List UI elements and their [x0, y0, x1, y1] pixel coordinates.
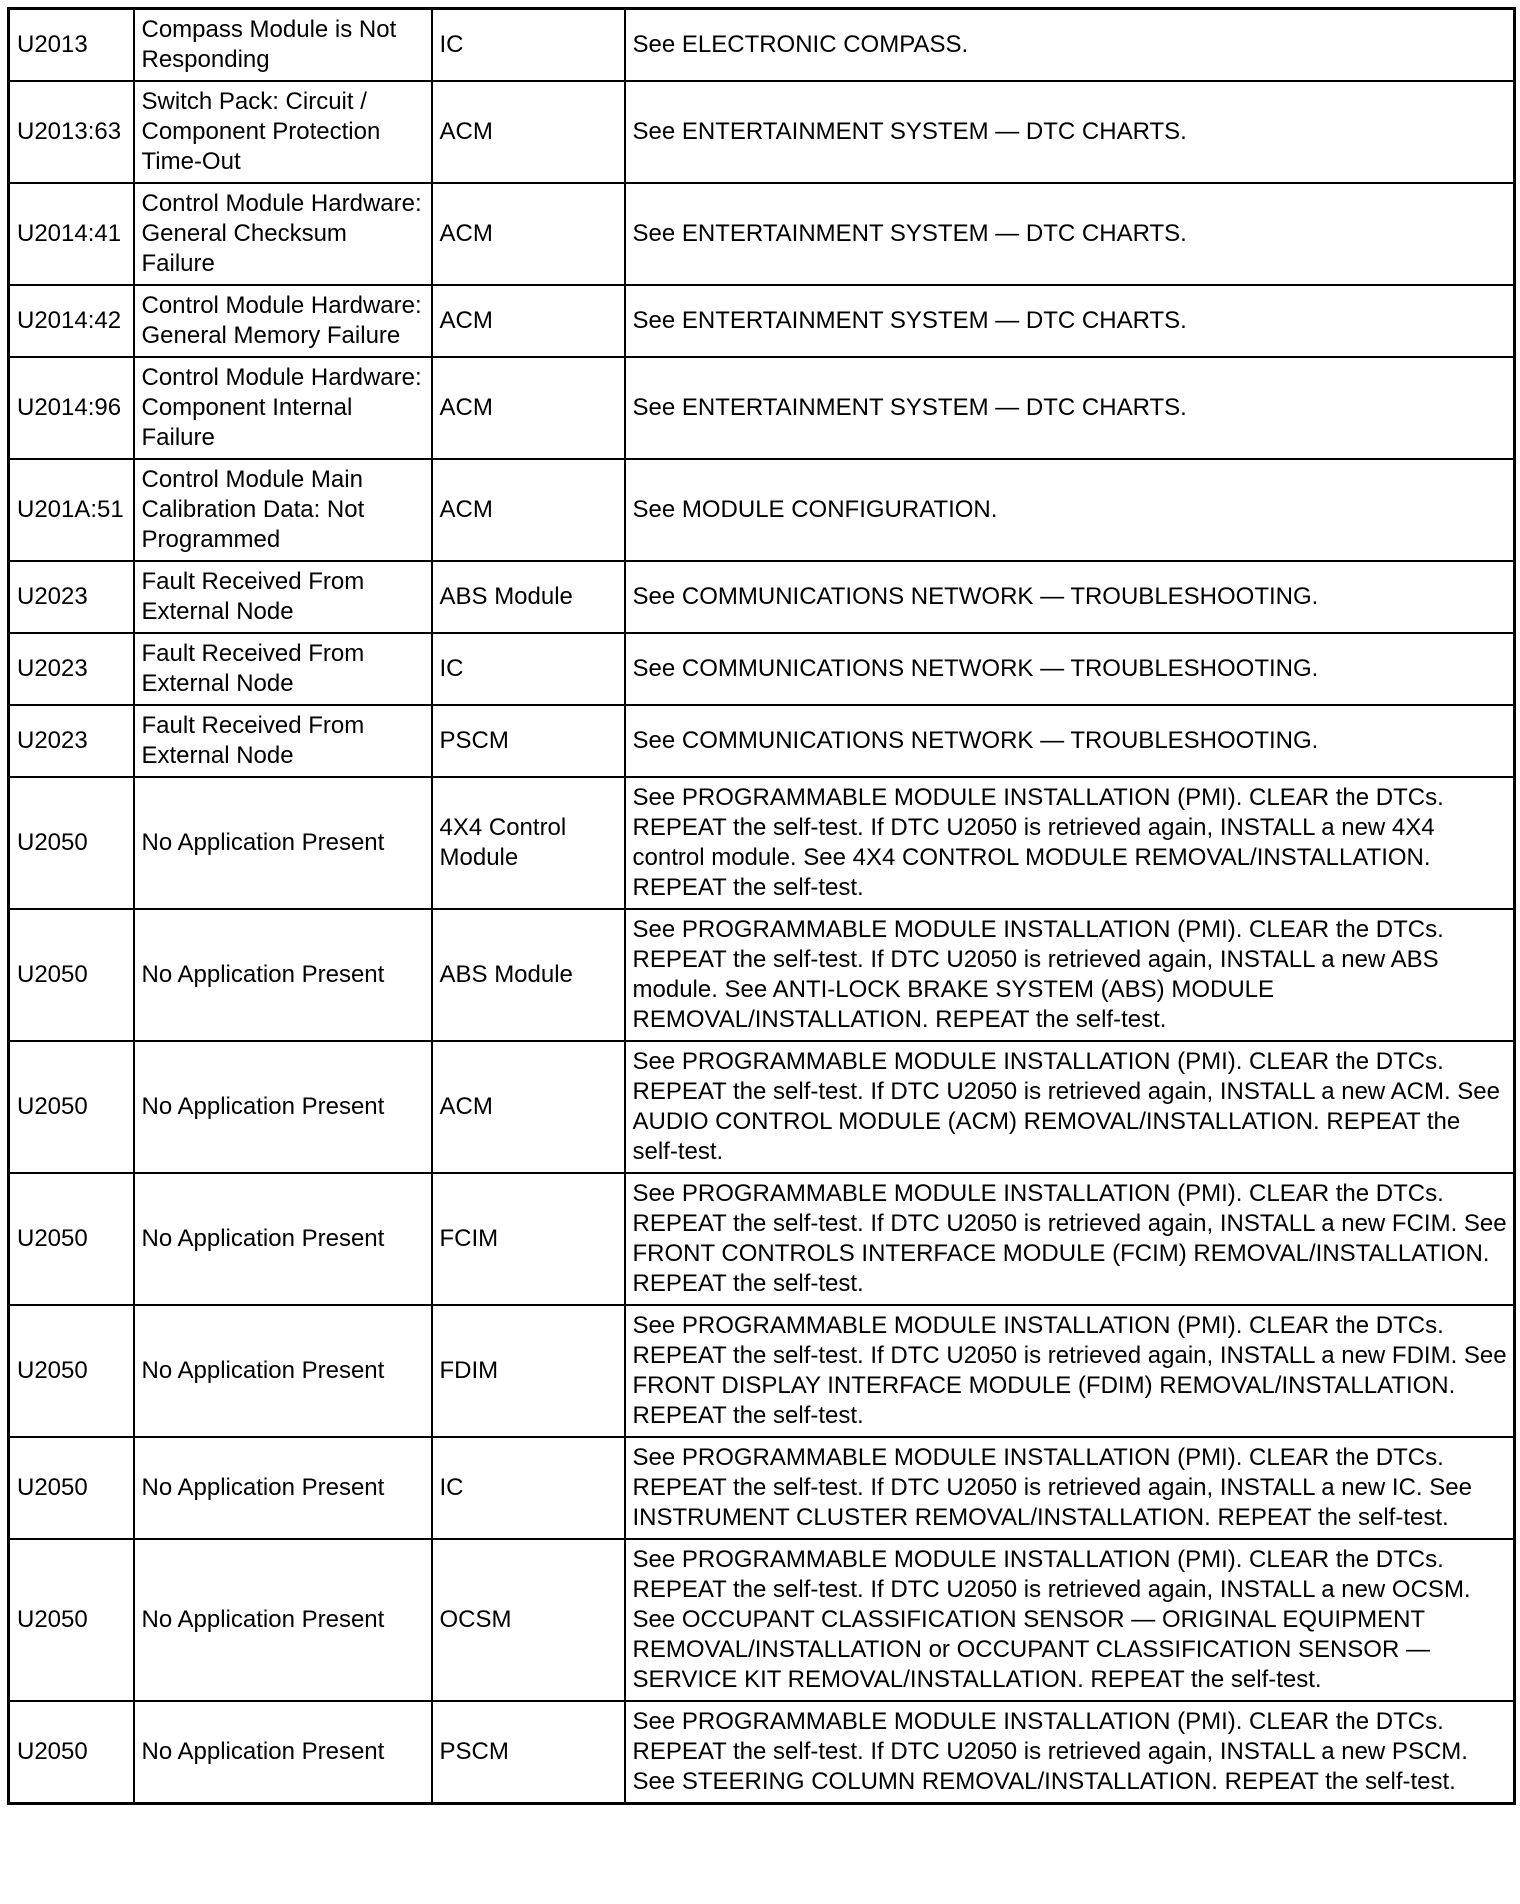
- dtc-code-cell: U201A:51: [9, 459, 134, 561]
- dtc-code-cell: U2050: [9, 1305, 134, 1437]
- description-cell: No Application Present: [134, 909, 432, 1041]
- dtc-code-cell: U2050: [9, 909, 134, 1041]
- action-cell: See COMMUNICATIONS NETWORK — TROUBLESHOOTING.: [625, 633, 1515, 705]
- action-cell: See ENTERTAINMENT SYSTEM — DTC CHARTS.: [625, 357, 1515, 459]
- dtc-code-cell: U2013:63: [9, 81, 134, 183]
- description-cell: Switch Pack: Circuit / Component Protection Time-Out: [134, 81, 432, 183]
- source-module-cell: ACM: [432, 285, 625, 357]
- action-cell: See PROGRAMMABLE MODULE INSTALLATION (PMI). CLEAR the DTCs. REPEAT the self-test. If DTC U2050 is retrieved again, INSTALL a new ACM. See AUDIO CONTROL MODULE (ACM) REMOVAL/INSTALLATION. REPEAT the self-test.: [625, 1041, 1515, 1173]
- source-module-cell: ACM: [432, 183, 625, 285]
- action-cell: See MODULE CONFIGURATION.: [625, 459, 1515, 561]
- source-module-cell: ACM: [432, 459, 625, 561]
- dtc-table-body: [9, 9, 1515, 1804]
- table-row: [9, 285, 1515, 357]
- source-module-cell: ACM: [432, 1041, 625, 1173]
- action-cell: See PROGRAMMABLE MODULE INSTALLATION (PMI). CLEAR the DTCs. REPEAT the self-test. If DTC U2050 is retrieved again, INSTALL a new PSCM. See STEERING COLUMN REMOVAL/INSTALLATION. REPEAT the self-test.: [625, 1701, 1515, 1804]
- table-row: [9, 633, 1515, 705]
- table-row: [9, 777, 1515, 909]
- table-row: [9, 183, 1515, 285]
- dtc-table: [7, 7, 1516, 1805]
- action-cell: See ELECTRONIC COMPASS.: [625, 9, 1515, 82]
- description-cell: Fault Received From External Node: [134, 561, 432, 633]
- table-row: [9, 1041, 1515, 1173]
- description-cell: Control Module Main Calibration Data: Not Programmed: [134, 459, 432, 561]
- description-cell: No Application Present: [134, 777, 432, 909]
- table-row: [9, 1173, 1515, 1305]
- description-cell: Fault Received From External Node: [134, 705, 432, 777]
- dtc-code-cell: U2050: [9, 1041, 134, 1173]
- dtc-code-cell: U2023: [9, 705, 134, 777]
- table-row: [9, 357, 1515, 459]
- action-cell: See PROGRAMMABLE MODULE INSTALLATION (PMI). CLEAR the DTCs. REPEAT the self-test. If DTC U2050 is retrieved again, INSTALL a new FDIM. See FRONT DISPLAY INTERFACE MODULE (FDIM) REMOVAL/INSTALLATION. REPEAT the self-test.: [625, 1305, 1515, 1437]
- dtc-code-cell: U2013: [9, 9, 134, 82]
- action-cell: See PROGRAMMABLE MODULE INSTALLATION (PMI). CLEAR the DTCs. REPEAT the self-test. If DTC U2050 is retrieved again, INSTALL a new ABS module. See ANTI-LOCK BRAKE SYSTEM (ABS) MODULE REMOVAL/INSTALLATION. REPEAT the self-test.: [625, 909, 1515, 1041]
- source-module-cell: FDIM: [432, 1305, 625, 1437]
- table-row: [9, 705, 1515, 777]
- description-cell: Control Module Hardware: Component Internal Failure: [134, 357, 432, 459]
- source-module-cell: OCSM: [432, 1539, 625, 1701]
- action-cell: See COMMUNICATIONS NETWORK — TROUBLESHOOTING.: [625, 561, 1515, 633]
- dtc-code-cell: U2014:41: [9, 183, 134, 285]
- description-cell: Compass Module is Not Responding: [134, 9, 432, 82]
- table-row: [9, 1305, 1515, 1437]
- dtc-code-cell: U2050: [9, 1173, 134, 1305]
- table-row: [9, 459, 1515, 561]
- table-row: [9, 1701, 1515, 1804]
- source-module-cell: 4X4 Control Module: [432, 777, 625, 909]
- table-row: [9, 561, 1515, 633]
- description-cell: Fault Received From External Node: [134, 633, 432, 705]
- source-module-cell: PSCM: [432, 705, 625, 777]
- description-cell: No Application Present: [134, 1701, 432, 1804]
- description-cell: No Application Present: [134, 1305, 432, 1437]
- table-row: [9, 81, 1515, 183]
- description-cell: Control Module Hardware: General Memory Failure: [134, 285, 432, 357]
- description-cell: No Application Present: [134, 1173, 432, 1305]
- description-cell: No Application Present: [134, 1539, 432, 1701]
- action-cell: See COMMUNICATIONS NETWORK — TROUBLESHOOTING.: [625, 705, 1515, 777]
- dtc-code-cell: U2050: [9, 777, 134, 909]
- source-module-cell: ABS Module: [432, 909, 625, 1041]
- source-module-cell: ACM: [432, 357, 625, 459]
- action-cell: See ENTERTAINMENT SYSTEM — DTC CHARTS.: [625, 183, 1515, 285]
- dtc-code-cell: U2014:96: [9, 357, 134, 459]
- action-cell: See PROGRAMMABLE MODULE INSTALLATION (PMI). CLEAR the DTCs. REPEAT the self-test. If DTC U2050 is retrieved again, INSTALL a new IC. See INSTRUMENT CLUSTER REMOVAL/INSTALLATION. REPEAT the self-test.: [625, 1437, 1515, 1539]
- source-module-cell: IC: [432, 9, 625, 82]
- description-cell: No Application Present: [134, 1041, 432, 1173]
- dtc-code-cell: U2050: [9, 1437, 134, 1539]
- source-module-cell: ACM: [432, 81, 625, 183]
- dtc-code-cell: U2023: [9, 633, 134, 705]
- source-module-cell: ABS Module: [432, 561, 625, 633]
- dtc-code-cell: U2050: [9, 1701, 134, 1804]
- dtc-code-cell: U2050: [9, 1539, 134, 1701]
- action-cell: See PROGRAMMABLE MODULE INSTALLATION (PMI). CLEAR the DTCs. REPEAT the self-test. If DTC U2050 is retrieved again, INSTALL a new FCIM. See FRONT CONTROLS INTERFACE MODULE (FCIM) REMOVAL/INSTALLATION. REPEAT the self-test.: [625, 1173, 1515, 1305]
- table-row: [9, 909, 1515, 1041]
- source-module-cell: FCIM: [432, 1173, 625, 1305]
- source-module-cell: PSCM: [432, 1701, 625, 1804]
- dtc-code-cell: U2014:42: [9, 285, 134, 357]
- action-cell: See PROGRAMMABLE MODULE INSTALLATION (PMI). CLEAR the DTCs. REPEAT the self-test. If DTC U2050 is retrieved again, INSTALL a new OCSM. See OCCUPANT CLASSIFICATION SENSOR — ORIGINAL EQUIPMENT REMOVAL/INSTALLATION or OCCUPANT CLASSIFICATION SENSOR — SERVICE KIT REMOVAL/INSTALLATION. REPEAT the self-test.: [625, 1539, 1515, 1701]
- source-module-cell: IC: [432, 1437, 625, 1539]
- source-module-cell: IC: [432, 633, 625, 705]
- action-cell: See ENTERTAINMENT SYSTEM — DTC CHARTS.: [625, 285, 1515, 357]
- table-row: [9, 1539, 1515, 1701]
- table-row: [9, 1437, 1515, 1539]
- description-cell: No Application Present: [134, 1437, 432, 1539]
- table-row: [9, 9, 1515, 82]
- description-cell: Control Module Hardware: General Checksum Failure: [134, 183, 432, 285]
- action-cell: See ENTERTAINMENT SYSTEM — DTC CHARTS.: [625, 81, 1515, 183]
- action-cell: See PROGRAMMABLE MODULE INSTALLATION (PMI). CLEAR the DTCs. REPEAT the self-test. If DTC U2050 is retrieved again, INSTALL a new 4X4 control module. See 4X4 CONTROL MODULE REMOVAL/INSTALLATION. REPEAT the self-test.: [625, 777, 1515, 909]
- dtc-code-cell: U2023: [9, 561, 134, 633]
